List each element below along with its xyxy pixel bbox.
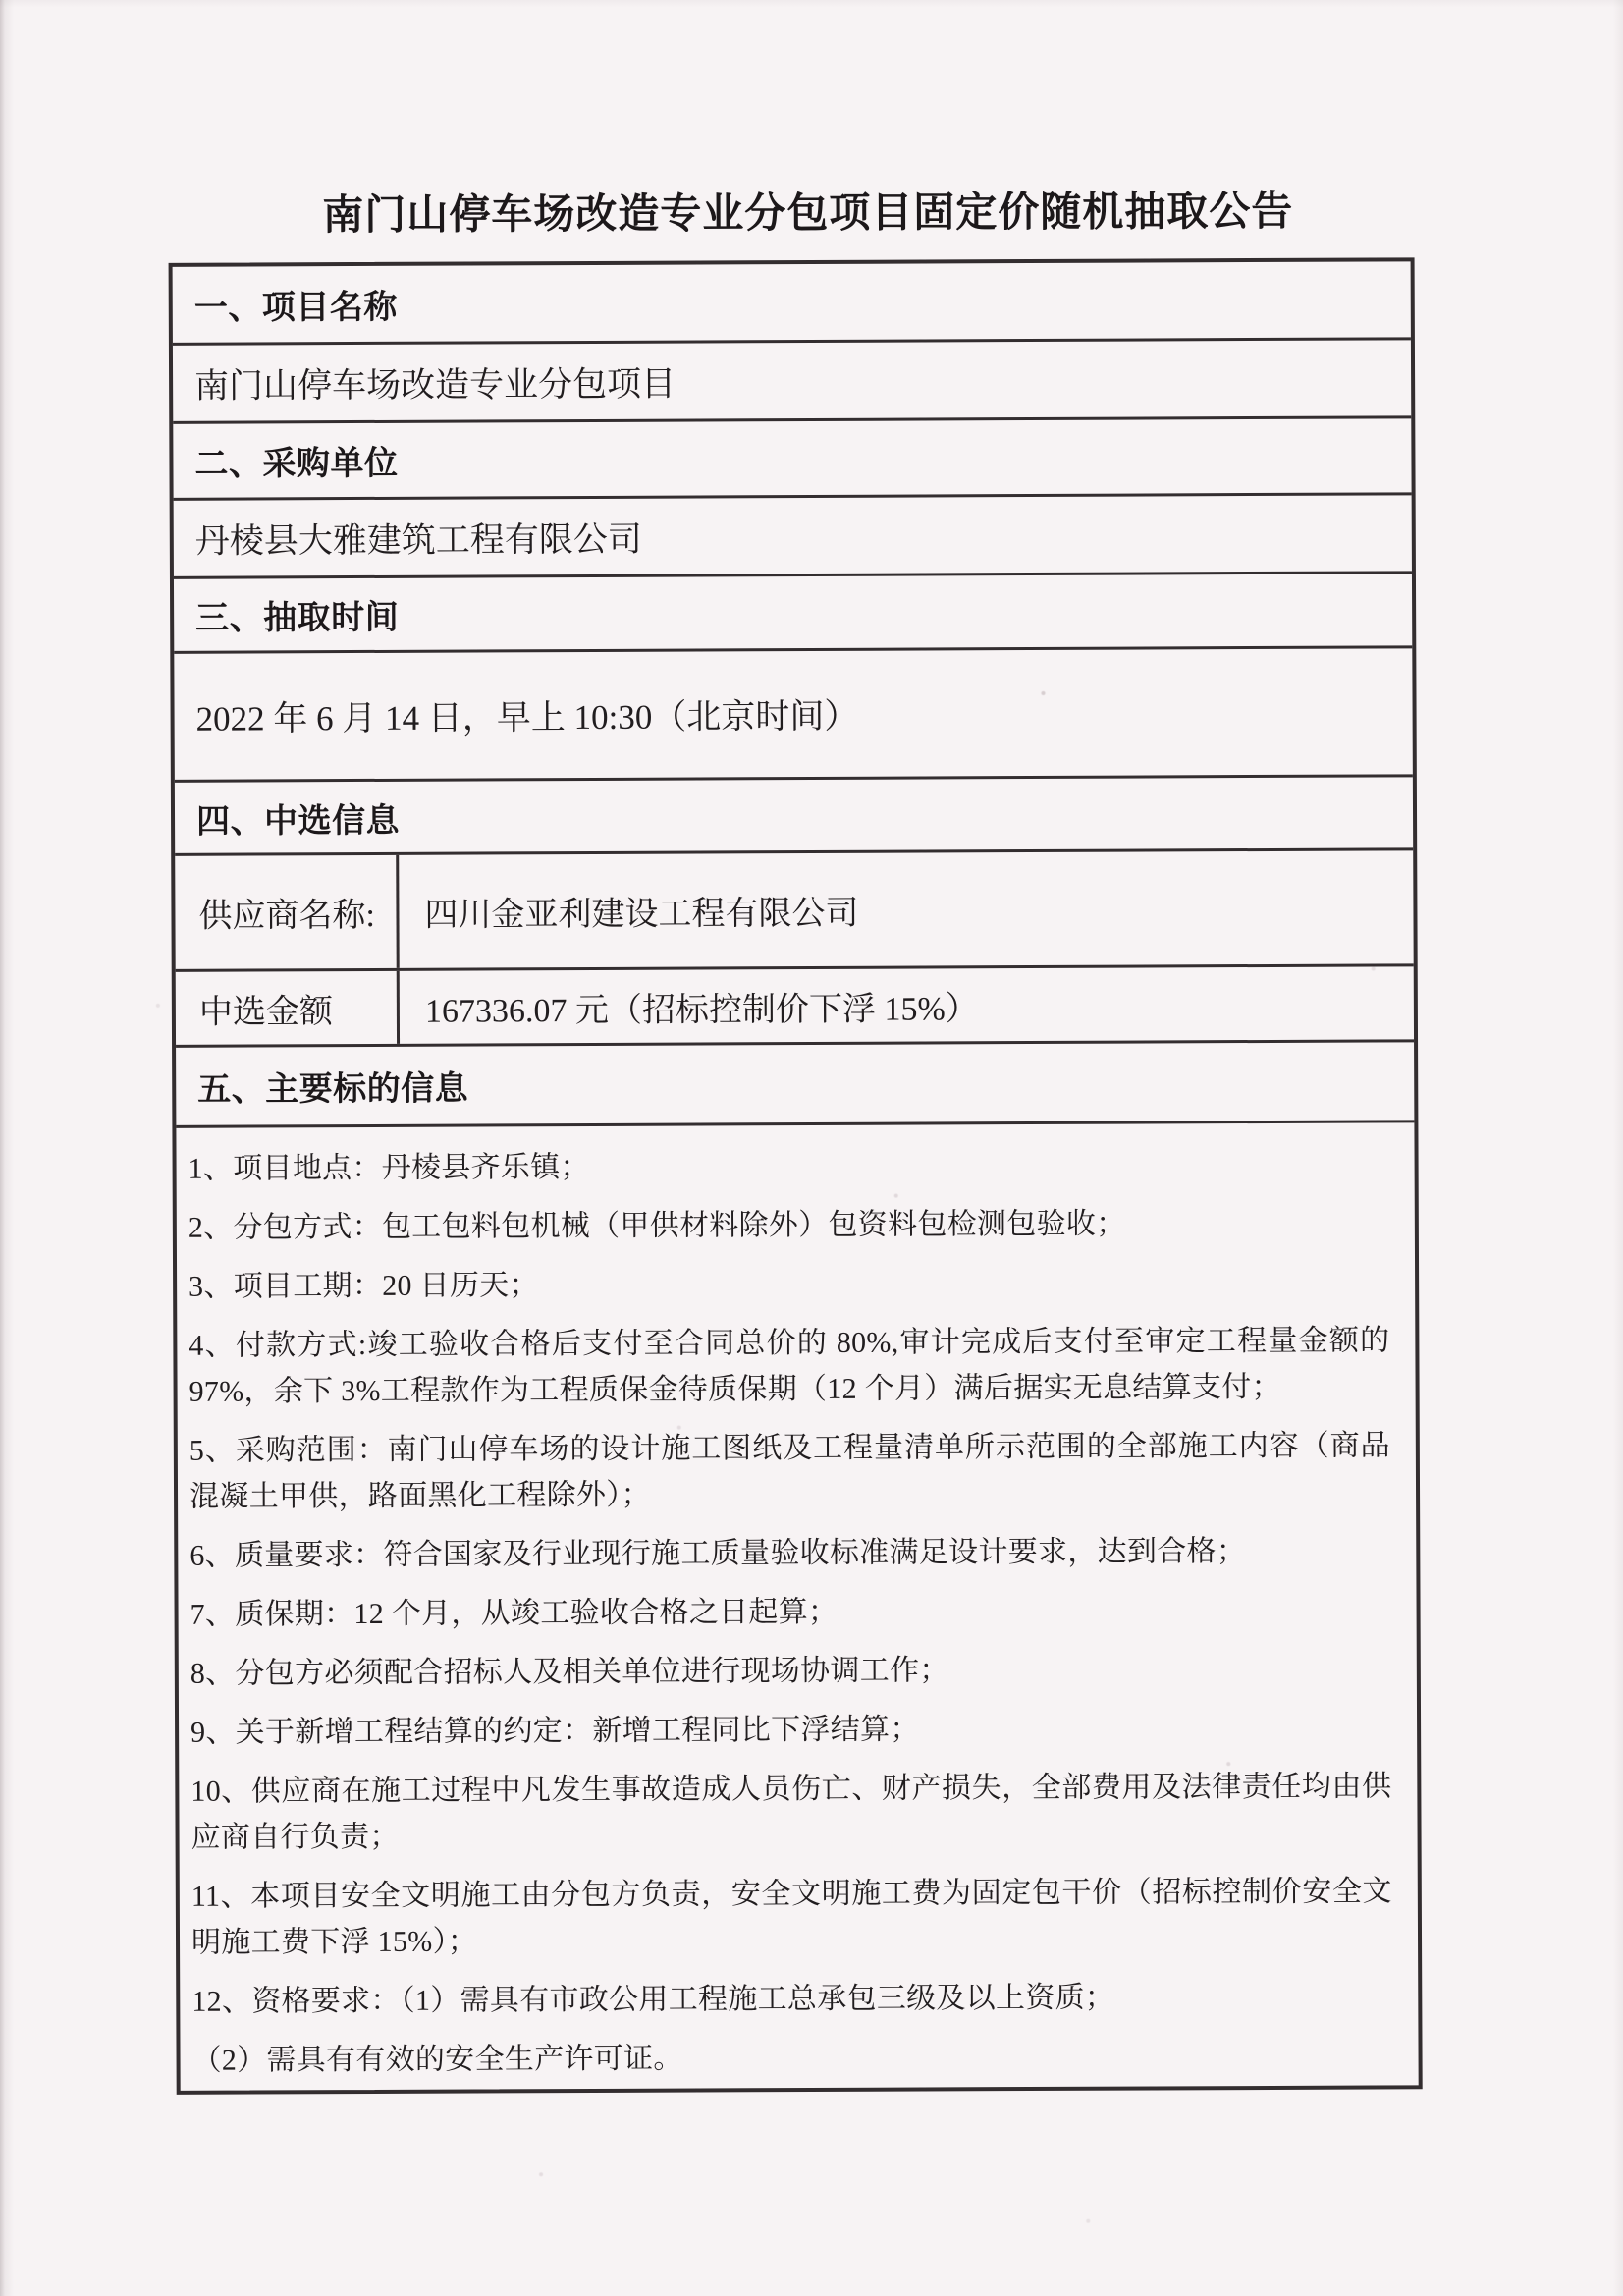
list-item: 4、付款方式:竣工验收合格后支付至合同总价的 80%,审计完成后支付至审定工程量金额的 97%，余下 3%工程款作为工程质保金待质保期（12 个月）满后据实无息结算支付； bbox=[189, 1324, 1390, 1408]
list-item: 12、资格要求：（1）需具有市政公用工程施工总承包三级及以上资质； bbox=[191, 1981, 1115, 2018]
list-item: 11、本项目安全文明施工由分包方负责，安全文明施工费为固定包干价（招标控制价安全文明施工费下浮 15%）； bbox=[190, 1875, 1392, 1959]
list-item: 5、采购范围：南门山停车场的设计施工图纸及工程量清单所示范围的全部施工内容（商品混凝土甲供，路面黑化工程除外）； bbox=[189, 1429, 1390, 1513]
section-heading-project-name: 一、项目名称 bbox=[173, 261, 1411, 346]
list-item: 9、关于新增工程结算的约定：新增工程同比下浮结算； bbox=[190, 1713, 920, 1749]
supplier-row bbox=[175, 850, 1414, 972]
section-heading-selection-info: 四、中选信息 bbox=[175, 777, 1413, 856]
list-item: 7、质保期：12 个月，从竣工验收合格之日起算； bbox=[189, 1595, 839, 1631]
selected-amount-row bbox=[176, 966, 1414, 1048]
list-item: （2）需具有有效的安全生产许可证。 bbox=[191, 2042, 683, 2077]
selected-amount-label: 中选金额 bbox=[176, 971, 400, 1045]
list-item: 2、分包方式：包工包料包机械（甲供材料除外）包资料包检测包验收； bbox=[188, 1207, 1126, 1244]
list-item: 6、质量要求：符合国家及行业现行施工质量验收标准满足设计要求，达到合格； bbox=[189, 1535, 1247, 1572]
list-item: 8、分包方必须配合招标人及相关单位进行现场协调工作； bbox=[189, 1654, 949, 1690]
list-item: 3、项目工期：20 日历天； bbox=[189, 1269, 539, 1303]
purchasing-unit-value: 丹棱县大雅建筑工程有限公司 bbox=[174, 495, 1412, 579]
section-heading-purchasing-unit: 二、采购单位 bbox=[173, 418, 1411, 501]
section-heading-draw-time: 三、抽取时间 bbox=[174, 574, 1412, 654]
announcement-table bbox=[169, 257, 1423, 2095]
section-heading-main-subject-info: 五、主要标的信息 bbox=[176, 1042, 1414, 1128]
supplier-name-value: 四川金亚利建设工程有限公司 bbox=[424, 895, 859, 934]
key-terms-list bbox=[176, 1122, 1418, 2083]
list-item: 1、项目地点：丹棱县齐乐镇； bbox=[188, 1150, 590, 1185]
list-item: 10、供应商在施工过程中凡发生事故造成人员伤亡、财产损失，全部费用及法律责任均由供应商自行负责； bbox=[190, 1770, 1392, 1854]
project-name-value: 南门山停车场改造专业分包项目 bbox=[173, 340, 1411, 424]
document-title: 南门山停车场改造专业分包项目固定价随机抽取公告 bbox=[322, 187, 1294, 239]
supplier-name-label: 供应商名称: bbox=[175, 855, 399, 969]
draw-time-value: 2022 年 6 月 14 日，早上 10:30（北京时间） bbox=[174, 648, 1413, 783]
selected-amount-value: 167336.07 元（招标控制价下浮 15%） bbox=[424, 990, 979, 1030]
main-subject-info-cell bbox=[176, 1122, 1418, 2096]
